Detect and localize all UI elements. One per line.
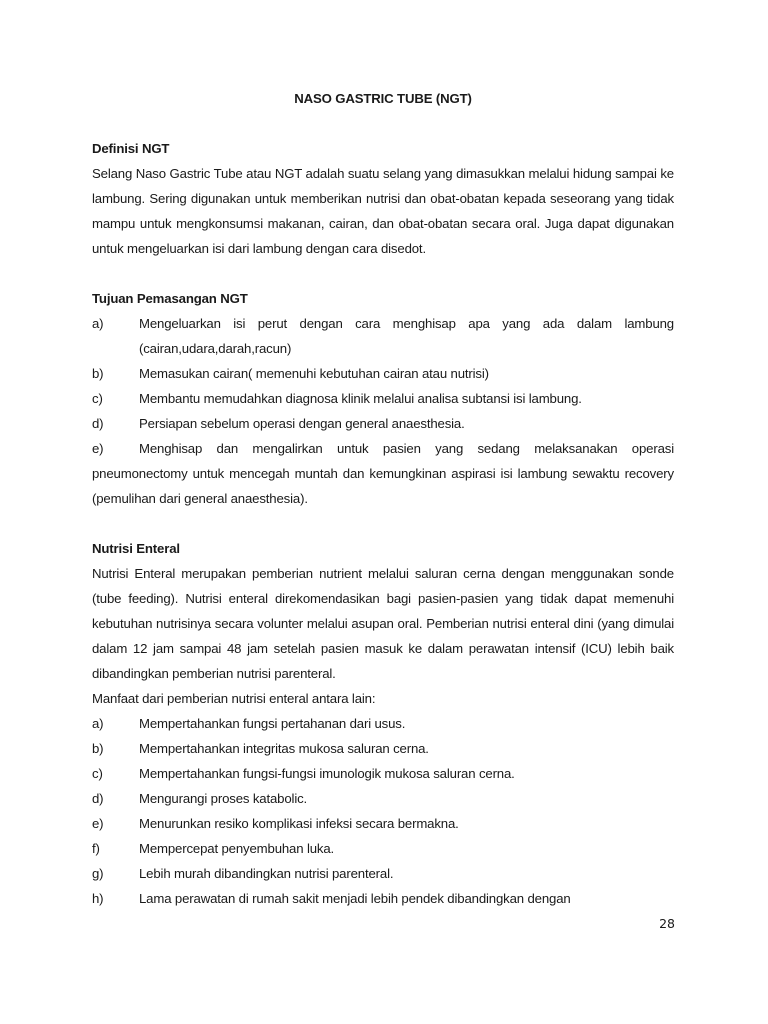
list-item [92,361,674,386]
list-marker: e) [92,441,104,456]
list-marker: a) [92,316,104,331]
list-item-text: Menurunkan resiko komplikasi infeksi secara bermakna. [139,816,459,831]
nutrisi-paragraph: Nutrisi Enteral merupakan pemberian nutrient melalui saluran cerna dengan menggunakan sonde (tube feeding). Nutrisi enteral direkomendasikan bagi pasien-pasien yang tidak dapat memenuhi kebutuhan nutrisinya secara volunter melalui asupan oral. Pemberian nutrisi enteral dini (yang dimulai dalam 12 jam sampai 48 jam setelah pasien masuk ke dalam perawatan intensif (ICU) lebih baik dibandingkan pemberian nutrisi parenteral. [92,566,674,681]
list-item [92,886,674,911]
list-marker: b) [92,741,104,756]
manfaat-intro: Manfaat dari pemberian nutrisi enteral antara lain: [92,691,376,706]
page-number: 28 [659,916,675,931]
list-marker: d) [92,416,104,431]
list-marker: g) [92,866,104,881]
list-marker: f) [92,841,100,856]
list-item-text: Membantu memudahkan diagnosa klinik melalui analisa subtansi isi lambung. [139,391,582,406]
list-item-text: Lebih murah dibandingkan nutrisi parenteral. [139,866,394,881]
section-heading-nutrisi: Nutrisi Enteral [92,541,180,556]
list-item [92,436,674,511]
list-item [92,786,674,811]
list-item [92,811,674,836]
list-item [92,311,674,361]
list-item-text: Menghisap dan mengalirkan untuk pasien yang sedang melaksanakan operasi pneumonectomy untuk mencegah muntah dan kemungkinan aspirasi isi lambung sewaktu recovery (pemulihan dari general anaesthesia). [92,441,674,506]
list-item [92,861,674,886]
list-marker: a) [92,716,104,731]
list-item-text: Memasukan cairan( memenuhi kebutuhan cairan atau nutrisi) [139,366,489,381]
list-item [92,711,674,736]
list-marker: c) [92,766,103,781]
section-heading-tujuan: Tujuan Pemasangan NGT [92,291,248,306]
list-item-text: Lama perawatan di rumah sakit menjadi lebih pendek dibandingkan dengan [139,891,571,906]
section-heading-definisi: Definisi NGT [92,141,170,156]
definisi-paragraph: Selang Naso Gastric Tube atau NGT adalah suatu selang yang dimasukkan melalui hidung sampai ke lambung. Sering digunakan untuk memberikan nutrisi dan obat-obatan kepada seseorang yang tidak mampu untuk mengkonsumsi makanan, cairan, dan obat-obatan secara oral. Juga dapat digunakan untuk mengeluarkan isi dari lambung dengan cara disedot. [92,166,674,256]
section-spacer [92,511,674,536]
list-item-text: Mempertahankan fungsi pertahanan dari usus. [139,716,406,731]
list-item [92,411,674,436]
list-item-text: Persiapan sebelum operasi dengan general anaesthesia. [139,416,465,431]
list-item-text: Mengurangi proses katabolic. [139,791,308,806]
list-marker: b) [92,366,104,381]
section-spacer [92,261,674,286]
document-title: NASO GASTRIC TUBE (NGT) [294,91,472,106]
list-item [92,836,674,861]
list-item-text: Mempertahankan integritas mukosa saluran cerna. [139,741,429,756]
list-marker: c) [92,391,103,406]
list-marker: h) [92,891,104,906]
list-item [92,761,674,786]
list-item-text: Mempercepat penyembuhan luka. [139,841,335,856]
list-item-text: Mengeluarkan isi perut dengan cara menghisap apa yang ada dalam lambung (cairan,udara,darah,racun) [139,316,674,356]
list-marker: e) [92,816,104,831]
list-item [92,386,674,411]
document-page [92,86,674,911]
list-item-text: Mempertahankan fungsi-fungsi imunologik mukosa saluran cerna. [139,766,515,781]
list-item [92,736,674,761]
list-marker: d) [92,791,104,806]
